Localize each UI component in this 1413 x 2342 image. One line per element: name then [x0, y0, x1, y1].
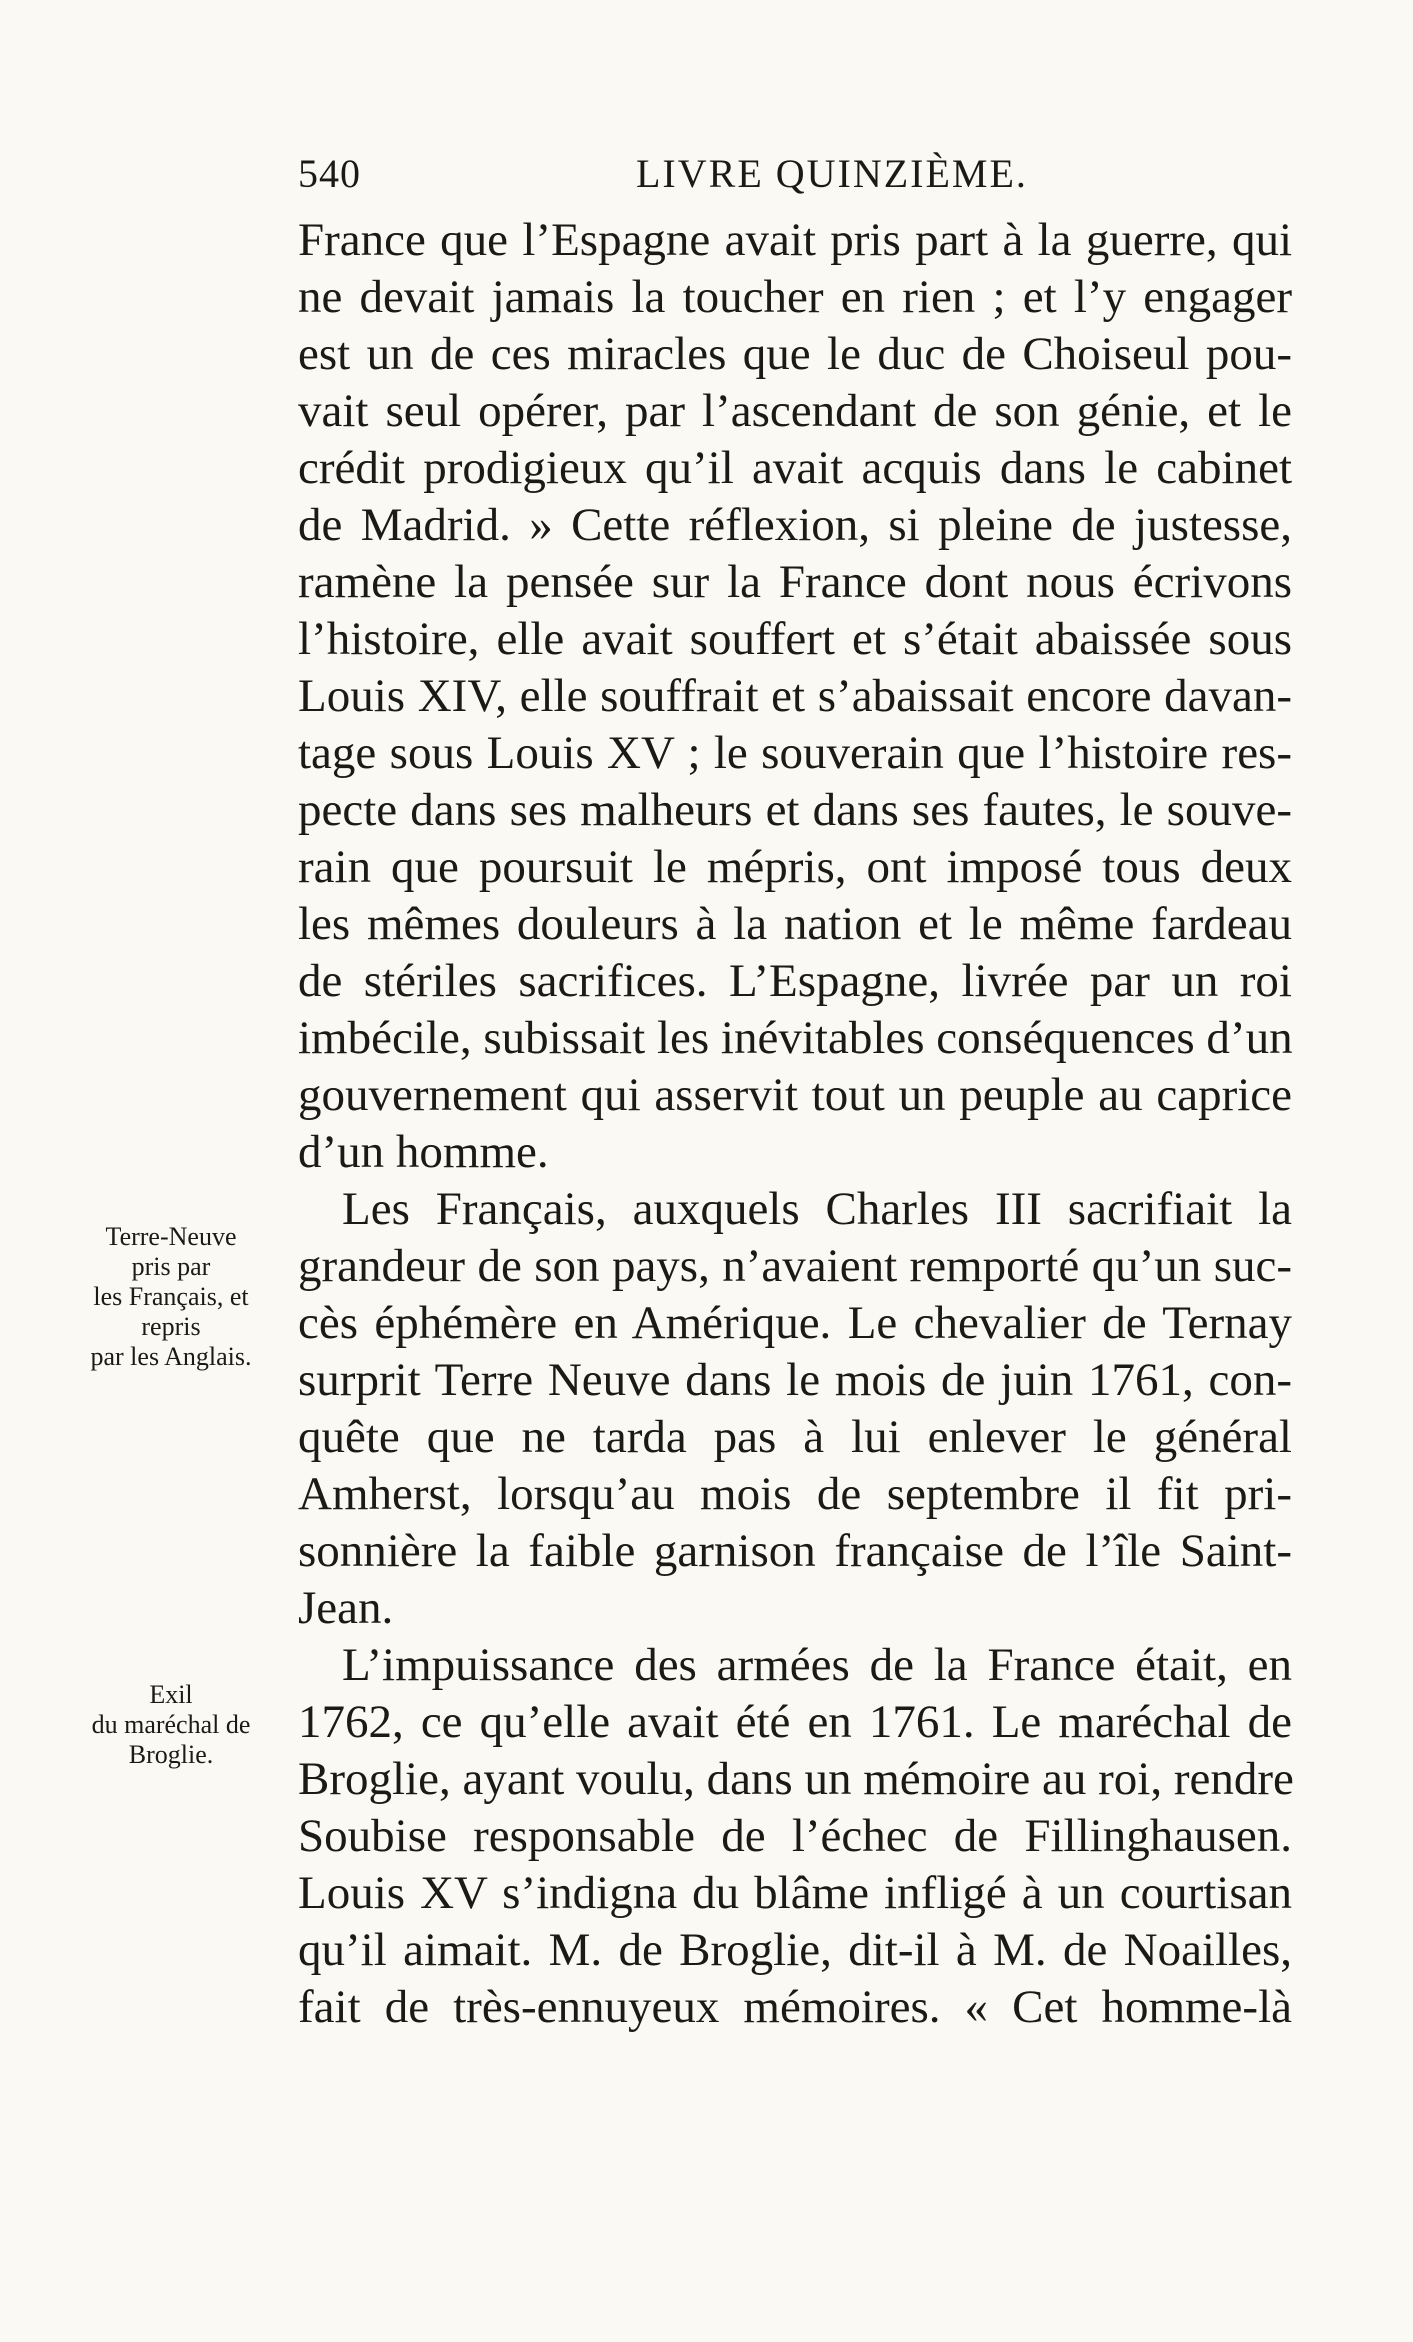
margin-note-line: pris par [131, 1252, 211, 1281]
paragraph-end-line: Jean. [298, 1582, 394, 1634]
text-line: Louis XIV, elle souffrait et s’abaissait encore davan- [298, 670, 1292, 722]
text-line: ramène la pensée sur la France dont nous écrivons [298, 556, 1292, 608]
paragraph-start-line: L’impuissance des armées de la France était, en [342, 1639, 1292, 1691]
margin-note-terre-neuve [60, 1222, 282, 1372]
text-line: surprit Terre Neuve dans le mois de juin 1761, con- [298, 1354, 1292, 1406]
text-line: imbécile, subissait les inévitables conséquences d’un [298, 1012, 1293, 1064]
text-line: tage sous Louis XV ; le souverain que l’histoire res- [298, 727, 1292, 779]
margin-note-line: Exil [149, 1680, 193, 1709]
page-header [0, 150, 1413, 206]
text-line: de Madrid. » Cette réflexion, si pleine de justesse, [298, 499, 1292, 551]
text-line: Louis XV s’indigna du blâme infligé à un courtisan [298, 1867, 1292, 1919]
text-line: fait de très-ennuyeux mémoires. « Cet homme-là [298, 1981, 1292, 2033]
paragraph-start-line: Les Français, auxquels Charles III sacrifiait la [342, 1183, 1292, 1235]
text-line: vait seul opérer, par l’ascendant de son génie, et le [298, 385, 1292, 437]
text-line: Broglie, ayant voulu, dans un mémoire au roi, rendre [298, 1753, 1294, 1805]
text-line: Soubise responsable de l’échec de Fillinghausen. [298, 1810, 1292, 1862]
text-line: quête que ne tarda pas à lui enlever le général [298, 1411, 1292, 1463]
text-line: est un de ces miracles que le duc de Choiseul pou- [298, 328, 1292, 380]
margin-note-line: repris [141, 1312, 201, 1341]
text-line: les mêmes douleurs à la nation et le même fardeau [298, 898, 1292, 950]
page-number: 540 [298, 151, 361, 196]
body-text [298, 212, 1292, 2036]
text-line: grandeur de son pays, n’avaient remporté qu’un suc- [298, 1240, 1292, 1292]
text-line: l’histoire, elle avait souffert et s’était abaissée sous [298, 613, 1292, 665]
margin-note-exil-broglie [60, 1680, 282, 1770]
text-line: de stériles sacrifices. L’Espagne, livrée par un roi [298, 955, 1292, 1007]
margin-note-line: Terre-Neuve [105, 1222, 237, 1251]
margin-note-line: par les Anglais. [90, 1342, 252, 1371]
text-line: France que l’Espagne avait pris part à la guerre, qui [298, 214, 1292, 266]
text-line: 1762, ce qu’elle avait été en 1761. Le maréchal de [298, 1696, 1292, 1748]
text-line: rain que poursuit le mépris, ont imposé tous deux [298, 841, 1292, 893]
text-line: qu’il aimait. M. de Broglie, dit-il à M. de Noailles, [298, 1924, 1292, 1976]
text-line: gouvernement qui asservit tout un peuple au caprice [298, 1069, 1292, 1121]
text-line: crédit prodigieux qu’il avait acquis dans le cabinet [298, 442, 1292, 494]
paragraph-end-line: d’un homme. [298, 1126, 549, 1178]
margin-note-line: du maréchal de [91, 1710, 251, 1739]
text-line: ne devait jamais la toucher en rien ; et l’y engager [298, 271, 1292, 323]
margin-note-line: Broglie. [128, 1740, 214, 1769]
text-line: cès éphémère en Amérique. Le chevalier de Ternay [298, 1297, 1292, 1349]
margin-note-line: les Français, et [93, 1282, 249, 1311]
text-line: Amherst, lorsqu’au mois de septembre il fit pri- [298, 1468, 1292, 1520]
text-line: sonnière la faible garnison française de l’île Saint- [298, 1525, 1292, 1577]
text-line: pecte dans ses malheurs et dans ses fautes, le souve- [298, 784, 1292, 836]
running-title: LIVRE QUINZIÈME. [636, 151, 1028, 196]
